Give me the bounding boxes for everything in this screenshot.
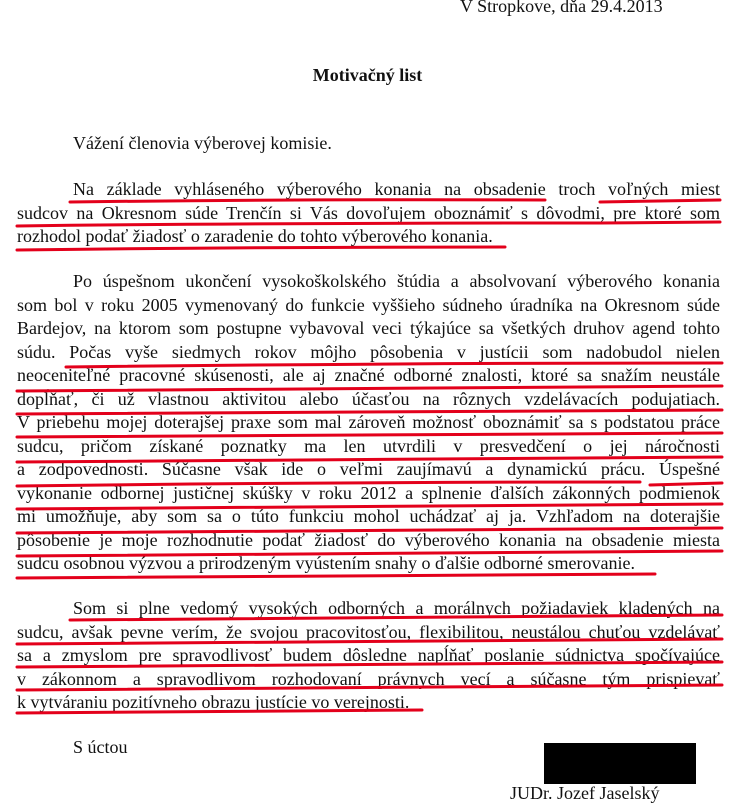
paragraph-line: rozhodol podať žiadosť o zaradenie do tohto výberového konania.	[17, 226, 493, 246]
redacted-signature-block	[544, 743, 696, 784]
paragraph-2	[17, 270, 720, 576]
paragraph-line: sudcu, pričom získané poznatky ma len utvrdili v presvedčení o jej náročnosti	[17, 435, 720, 456]
paragraph-1	[17, 178, 720, 249]
paragraph-line: súdu. Počas vyše siedmych rokov môjho pôsobenia v justícii som nadobudol nielen	[17, 341, 720, 362]
paragraph-line: vykonanie odbornej justičnej skúšky v roku 2012 a splnenie ďalších zákonných podmienok	[17, 482, 720, 503]
paragraph-line: Na základe vyhláseného výberového konania na obsadenie troch voľných miest	[73, 179, 720, 199]
paragraph-line: sudcu, avšak pevne verím, že svojou pracovitosťou, flexibilitou, neustálou chuťou vzdelávať	[17, 621, 720, 642]
paragraph-line: Som si plne vedomý vysokých odborných a morálnych požiadaviek kladených na	[73, 598, 720, 618]
signature-name: JUDr. Jozef Jaselský	[510, 783, 660, 803]
paragraph-line: pôsobenie je moje rozhodnutie podať žiadosť do výberového konania na obsadenie miesta	[17, 529, 720, 550]
place-date: V Stropkove, dňa 29.4.2013	[460, 0, 663, 16]
paragraph-line: mi umožňuje, aby som sa o túto funkciu mohol uchádzať aj ja. Vzhľadom na doterajšie	[17, 506, 720, 526]
paragraph-line: som bol v roku 2005 vymenovaný do funkcie vyššieho súdneho úradníka na Okresnom súde	[17, 294, 720, 315]
paragraph-line: v zákonnom a spravodlivom rozhodovaní právnych vecí a súčasne tým prispievať	[17, 668, 720, 689]
paragraph-line: V priebehu mojej doterajšej praxe som mal zároveň možnosť oboznámiť sa s podstatou práce	[17, 412, 720, 432]
salutation: Vážení členovia výberovej komisie.	[73, 133, 332, 153]
paragraph-line: Bardejov, na ktorom som postupne vybavoval veci týkajúce sa všetkých druhov agend tohto	[17, 318, 720, 338]
paragraph-line: sudcu osobnou výzvou a prirodzeným vyústením snahy o ďalšie odborné smerovanie.	[17, 553, 636, 573]
paragraph-line: k vytváraniu pozitívneho obrazu justície vo verejnosti.	[17, 692, 410, 712]
paragraph-line: a zodpovednosti. Súčasne však ide o veľmi zaujímavú a dynamickú prácu. Úspešné	[17, 459, 720, 479]
paragraph-line: dopĺňať, či už vlastnou aktivitou alebo účasťou na rôznych vzdelávacích podujatiach.	[17, 388, 720, 409]
paragraph-line: sudcov na Okresnom súde Trenčín si Vás dovoľujem oboznámiť s dôvodmi, pre ktoré som	[17, 202, 720, 223]
closing-phrase: S úctou	[73, 737, 128, 757]
paragraph-3	[17, 597, 720, 715]
paragraph-line: sa a zmyslom pre spravodlivosť budem dôsledne napĺňať poslanie súdnictva spočívajúce	[17, 645, 720, 665]
paragraph-line: Po úspešnom ukončení vysokoškolského štúdia a absolvovaní výberového konania	[73, 271, 720, 291]
document-title: Motivačný list	[312, 65, 423, 85]
paragraph-line: neoceniteľné pracovné skúsenosti, ale aj značné odborné znalosti, ktoré sa snažím neustále	[17, 365, 720, 385]
